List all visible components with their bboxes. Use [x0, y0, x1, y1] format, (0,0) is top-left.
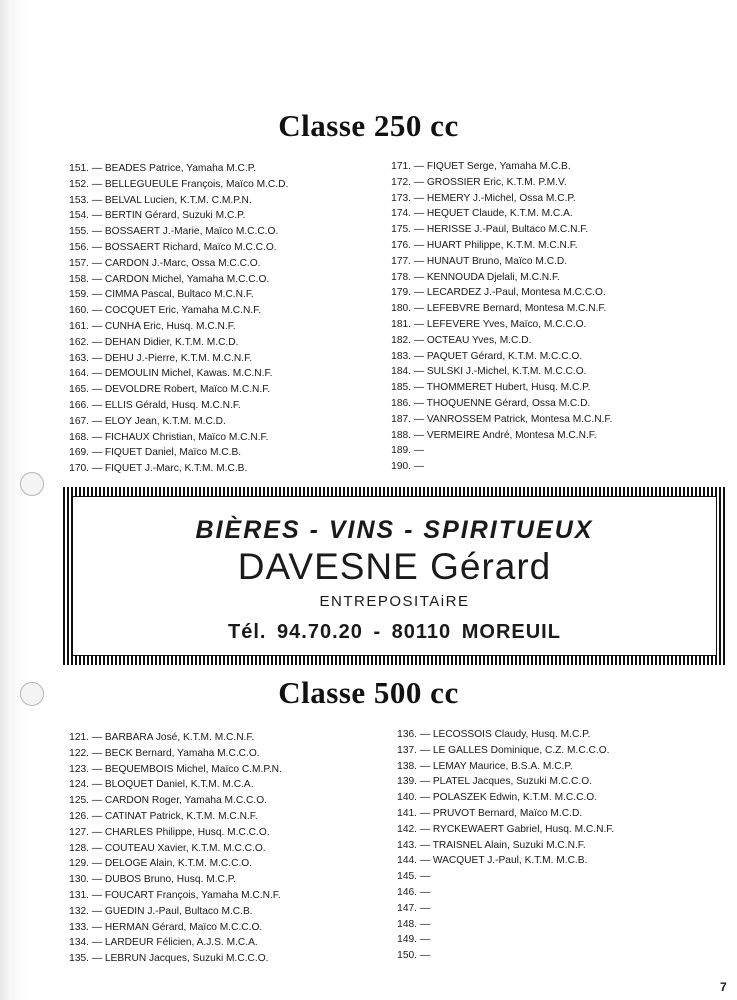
entry-number: 182. — [391, 334, 411, 346]
entry-text: — HUNAUT Bruno, Maïco M.C.D. — [413, 255, 568, 267]
entry-number: 140. — [397, 792, 417, 804]
list-item — [384, 206, 612, 222]
title-classe-500: Classe 500 cc — [278, 675, 459, 710]
entry-text: — GUEDIN J.-Paul, Bultaco M.C.B. — [91, 905, 253, 917]
list-item — [62, 193, 288, 209]
entry-number: 177. — [391, 255, 411, 267]
entry-text: — HERMAN Gérard, Maïco M.C.C.O. — [91, 921, 263, 933]
entry-number: 168. — [69, 431, 89, 443]
entry-number: 166. — [69, 399, 89, 411]
list-item — [62, 303, 288, 319]
list-item — [62, 208, 288, 224]
list-item — [390, 759, 614, 775]
entry-number: 165. — [69, 384, 89, 396]
list-item — [62, 256, 288, 272]
entry-text: — HUART Philippe, K.T.M. M.C.N.F. — [413, 239, 578, 251]
entry-number: 138. — [397, 760, 417, 772]
entry-text: — BARBARA José, K.T.M. M.C.N.F. — [91, 732, 255, 743]
list-item — [384, 317, 612, 333]
list-item — [390, 853, 614, 869]
list-item — [384, 159, 612, 175]
entry-number: 135. — [69, 953, 89, 965]
entry-text: — HERISSE J.-Paul, Bultaco M.C.N.F. — [413, 224, 589, 236]
entry-number: 150. — [397, 950, 417, 962]
entry-number: 151. — [69, 163, 89, 174]
entry-text: — BELVAL Lucien, K.T.M. C.M.P.N. — [91, 194, 252, 206]
entry-text: — FIQUET J.-Marc, K.T.M. M.C.B. — [91, 463, 248, 475]
entry-number: 134. — [69, 937, 89, 949]
list-item — [62, 430, 288, 446]
ad-company-name: DAVESNE Gérard — [237, 546, 552, 587]
entry-number: 176. — [391, 239, 411, 251]
entry-text: — CIMMA Pascal, Bultaco M.C.N.F. — [91, 289, 254, 301]
page-number: 7 — [720, 980, 727, 994]
list-item — [384, 364, 612, 380]
list-item — [62, 935, 282, 951]
list-item — [62, 177, 288, 193]
entry-text: — DELOGE Alain, K.T.M. M.C.C.O. — [91, 858, 253, 870]
entry-text: — — [413, 461, 425, 473]
entry-number: 189. — [391, 445, 411, 457]
entry-text: — DUBOS Bruno, Husq. M.C.P. — [91, 874, 237, 886]
entry-text: — PAQUET Gérard, K.T.M. M.C.C.O. — [413, 350, 583, 362]
list-item — [62, 161, 288, 177]
entry-text: — — [419, 950, 431, 962]
list-item — [62, 856, 282, 872]
entry-number: 183. — [391, 350, 411, 362]
entry-text: — — [413, 445, 425, 457]
entry-text: — — [419, 871, 431, 883]
list-item — [62, 382, 288, 398]
entry-number: 187. — [391, 413, 411, 425]
entry-text: — DEMOULIN Michel, Kawas. M.C.N.F. — [91, 368, 273, 380]
entry-text: — HEMERY J.-Michel, Ossa M.C.P. — [413, 192, 576, 204]
entry-text: — LEFEBVRE Bernard, Montesa M.C.N.F. — [413, 303, 607, 315]
list-250-left — [62, 161, 288, 477]
list-item — [62, 287, 288, 303]
advertisement-box — [63, 487, 726, 665]
list-item — [384, 380, 612, 396]
entry-text: — HEQUET Claude, K.T.M. M.C.A. — [413, 208, 573, 220]
entry-text: — BELLEGUEULE François, Maïco M.C.D. — [91, 178, 289, 190]
entry-number: 132. — [69, 905, 89, 917]
entry-number: 139. — [397, 776, 417, 788]
list-item — [62, 920, 282, 936]
entry-text: — LARDEUR Félicien, A.J.S. M.C.A. — [91, 937, 258, 949]
entry-number: 142. — [397, 823, 417, 835]
list-item — [384, 459, 612, 475]
entry-number: 169. — [69, 447, 89, 459]
entry-text: — BECK Bernard, Yamaha M.C.C.O. — [91, 747, 260, 759]
entry-text: — FIQUET Serge, Yamaha M.C.B. — [413, 161, 571, 172]
entry-text: — THOQUENNE Gérard, Ossa M.C.D. — [413, 397, 591, 409]
list-item — [384, 349, 612, 365]
entry-text: — LECARDEZ J.-Paul, Montesa M.C.C.O. — [413, 287, 606, 299]
list-item — [384, 428, 612, 444]
ad-products: BIÈRES - VINS - SPIRITUEUX — [195, 516, 594, 544]
entry-number: 152. — [69, 178, 89, 190]
entry-number: 153. — [69, 194, 89, 206]
list-item — [390, 932, 614, 948]
list-item — [384, 254, 612, 270]
entry-text: — — [419, 934, 431, 946]
entry-text: — DEVOLDRE Robert, Maïco M.C.N.F. — [91, 384, 271, 396]
entry-number: 164. — [69, 368, 89, 380]
entry-text: — FOUCART François, Yamaha M.C.N.F. — [91, 889, 281, 901]
list-250-right — [384, 159, 612, 475]
entry-text: — CUNHA Eric, Husq. M.C.N.F. — [91, 320, 236, 332]
entry-text: — COUTEAU Xavier, K.T.M. M.C.C.O. — [91, 842, 266, 854]
entry-text: — CARDON Michel, Yamaha M.C.C.O. — [91, 273, 270, 285]
entry-text: — CATINAT Patrick, K.T.M. M.C.N.F. — [91, 810, 258, 822]
entry-text: — CHARLES Philippe, Husq. M.C.C.O. — [91, 826, 270, 838]
entry-text: — LECOSSOIS Claudy, Husq. M.C.P. — [419, 729, 591, 740]
list-item — [390, 743, 614, 759]
list-item — [62, 888, 282, 904]
entry-text: — VERMEIRE André, Montesa M.C.N.F. — [413, 429, 597, 441]
entry-text: — TRAISNEL Alain, Suzuki M.C.N.F. — [419, 839, 586, 851]
entry-text: — DEHU J.-Pierre, K.T.M. M.C.N.F. — [91, 352, 253, 364]
entry-number: 161. — [69, 320, 89, 332]
entry-number: 155. — [69, 226, 89, 238]
entry-number: 174. — [391, 208, 411, 220]
entry-number: 143. — [397, 839, 417, 851]
list-item — [62, 904, 282, 920]
list-item — [390, 727, 614, 743]
list-item — [62, 793, 282, 809]
list-item — [62, 398, 288, 414]
list-item — [62, 272, 288, 288]
entry-number: 173. — [391, 192, 411, 204]
entry-number: 171. — [391, 161, 411, 172]
list-item — [384, 175, 612, 191]
list-item — [62, 777, 282, 793]
list-item — [62, 240, 288, 256]
list-item — [384, 222, 612, 238]
entry-number: 133. — [69, 921, 89, 933]
entry-text: — RYCKEWAERT Gabriel, Husq. M.C.N.F. — [419, 823, 615, 835]
entry-text: — ELLIS Gérald, Husq. M.C.N.F. — [91, 399, 241, 411]
list-item — [62, 841, 282, 857]
list-item — [384, 396, 612, 412]
list-item — [390, 869, 614, 885]
entry-number: 149. — [397, 934, 417, 946]
list-item — [384, 333, 612, 349]
entry-number: 157. — [69, 257, 89, 269]
list-500-right — [390, 727, 614, 964]
list-item — [62, 224, 288, 240]
list-500-left — [62, 730, 282, 967]
list-item — [390, 838, 614, 854]
entry-number: 185. — [391, 382, 411, 394]
entry-text: — LEMAY Maurice, B.S.A. M.C.P. — [419, 760, 573, 772]
entry-text: — — [419, 902, 431, 914]
entry-text: — VANROSSEM Patrick, Montesa M.C.N.F. — [413, 413, 613, 425]
entry-text: — KENNOUDA Djelali, M.C.N.F. — [413, 271, 560, 283]
list-item — [390, 901, 614, 917]
entry-text: — GROSSIER Eric, K.T.M. P.M.V. — [413, 176, 567, 188]
entry-text: — PLATEL Jacques, Suzuki M.C.C.O. — [419, 776, 592, 788]
entry-text: — LE GALLES Dominique, C.Z. M.C.C.O. — [419, 744, 610, 756]
entry-number: 188. — [391, 429, 411, 441]
entry-text: — COCQUET Eric, Yamaha M.C.N.F. — [91, 305, 262, 317]
entry-number: 123. — [69, 763, 89, 775]
entry-text: — DEHAN Didier, K.T.M. M.C.D. — [91, 336, 239, 348]
entry-number: 158. — [69, 273, 89, 285]
entry-text: — BERTIN Gérard, Suzuki M.C.P. — [91, 210, 246, 222]
entry-number: 145. — [397, 871, 417, 883]
entry-number: 130. — [69, 874, 89, 886]
ad-contact: Tél. 94.70.20 - 80110 MOREUIL — [228, 621, 561, 643]
entry-text: — OCTEAU Yves, M.C.D. — [413, 334, 532, 346]
list-item — [62, 809, 282, 825]
entry-text: — — [419, 918, 431, 930]
entry-number: 137. — [397, 744, 417, 756]
list-item — [62, 746, 282, 762]
entry-number: 154. — [69, 210, 89, 222]
entry-text: — FICHAUX Christian, Maïco M.C.N.F. — [91, 431, 269, 443]
entry-text: — FIQUET Daniel, Maïco M.C.B. — [91, 447, 242, 459]
entry-number: 128. — [69, 842, 89, 854]
entry-number: 122. — [69, 747, 89, 759]
entry-number: 180. — [391, 303, 411, 315]
entry-text: — LEFEVERE Yves, Maïco, M.C.C.O. — [413, 318, 587, 330]
entry-text: — — [419, 886, 431, 898]
list-item — [62, 730, 282, 746]
list-item — [384, 285, 612, 301]
entry-number: 178. — [391, 271, 411, 283]
entry-text: — SULSKI J.-Michel, K.T.M. M.C.C.O. — [413, 366, 587, 378]
entry-number: 144. — [397, 855, 417, 867]
list-item — [62, 461, 288, 477]
entry-number: 129. — [69, 858, 89, 870]
list-item — [384, 270, 612, 286]
entry-number: 141. — [397, 807, 417, 819]
entry-number: 160. — [69, 305, 89, 317]
list-item — [384, 443, 612, 459]
list-item — [62, 319, 288, 335]
entry-text: — BLOQUET Daniel, K.T.M. M.C.A. — [91, 779, 254, 791]
list-item — [62, 762, 282, 778]
list-item — [390, 917, 614, 933]
list-item — [390, 885, 614, 901]
list-item — [62, 414, 288, 430]
list-item — [390, 948, 614, 964]
entry-number: 131. — [69, 889, 89, 901]
entry-text: — BOSSAERT Richard, Maïco M.C.C.O. — [91, 241, 277, 253]
punch-hole-top — [20, 472, 44, 496]
entry-number: 136. — [397, 729, 417, 740]
entry-number: 179. — [391, 287, 411, 299]
entry-number: 127. — [69, 826, 89, 838]
list-item — [62, 366, 288, 382]
entry-text: — WACQUET J.-Paul, K.T.M. M.C.B. — [419, 855, 588, 867]
list-item — [390, 790, 614, 806]
entry-text: — LEBRUN Jacques, Suzuki M.C.C.O. — [91, 953, 269, 965]
entry-number: 170. — [69, 463, 89, 475]
entry-text: — BEQUEMBOIS Michel, Maïco C.M.P.N. — [91, 763, 282, 775]
list-item — [384, 238, 612, 254]
list-item — [390, 774, 614, 790]
list-item — [62, 951, 282, 967]
title-classe-250: Classe 250 cc — [278, 108, 459, 143]
entry-text: — PRUVOT Bernard, Maïco M.C.D. — [419, 807, 583, 819]
list-item — [62, 351, 288, 367]
entry-number: 190. — [391, 461, 411, 473]
entry-number: 162. — [69, 336, 89, 348]
list-item — [384, 191, 612, 207]
list-item — [384, 412, 612, 428]
entry-number: 167. — [69, 415, 89, 427]
entry-text: — POLASZEK Edwin, K.T.M. M.C.C.O. — [419, 792, 598, 804]
entry-number: 124. — [69, 779, 89, 791]
list-item — [62, 445, 288, 461]
entry-text: — CARDON J.-Marc, Ossa M.C.C.O. — [91, 257, 261, 269]
list-item — [62, 872, 282, 888]
entry-number: 163. — [69, 352, 89, 364]
ad-profession: ENTREPOSITAiRE — [319, 593, 470, 610]
entry-number: 146. — [397, 886, 417, 898]
list-item — [390, 822, 614, 838]
entry-text: — CARDON Roger, Yamaha M.C.C.O. — [91, 795, 267, 807]
list-item — [62, 335, 288, 351]
entry-number: 181. — [391, 318, 411, 330]
entry-number: 126. — [69, 810, 89, 822]
list-item — [390, 806, 614, 822]
entry-number: 156. — [69, 241, 89, 253]
entry-number: 172. — [391, 176, 411, 188]
entry-number: 175. — [391, 224, 411, 236]
entry-number: 186. — [391, 397, 411, 409]
entry-number: 148. — [397, 918, 417, 930]
entry-number: 147. — [397, 902, 417, 914]
entry-text: — THOMMERET Hubert, Husq. M.C.P. — [413, 382, 591, 394]
list-item — [384, 301, 612, 317]
entry-text: — BOSSAERT J.-Marie, Maïco M.C.C.O. — [91, 226, 279, 238]
entry-text: — ELOY Jean, K.T.M. M.C.D. — [91, 415, 226, 427]
entry-text: — BEADES Patrice, Yamaha M.C.P. — [91, 163, 257, 174]
entry-number: 125. — [69, 795, 89, 807]
entry-number: 159. — [69, 289, 89, 301]
entry-number: 184. — [391, 366, 411, 378]
entry-number: 121. — [69, 732, 89, 743]
list-item — [62, 825, 282, 841]
